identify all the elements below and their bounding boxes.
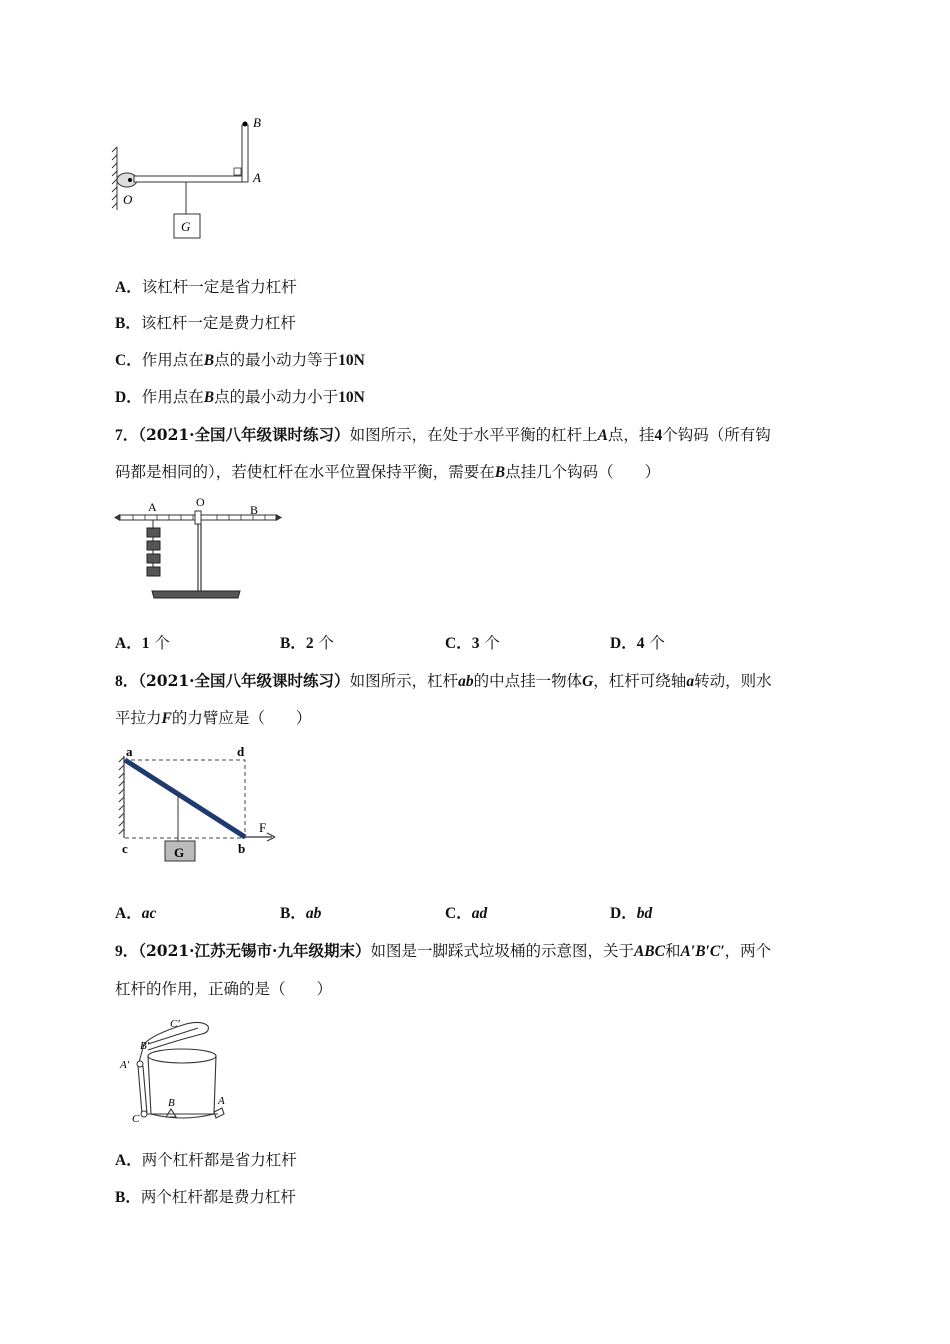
option-b[interactable]: B．该杠杆一定是费力杠杆 — [115, 314, 296, 332]
label-d: d — [237, 744, 245, 759]
option-d[interactable]: D．作用点在B点的最小动力小于10N — [115, 388, 365, 406]
question-9-option-a[interactable]: A．两个杠杆都是省力杠杆 — [115, 1151, 297, 1169]
option-d[interactable]: D．bd — [610, 905, 653, 922]
label-c: c — [122, 841, 128, 856]
label-b: B — [168, 1097, 175, 1109]
hook-weight-1 — [147, 528, 160, 537]
label-b1: B′ — [140, 1040, 150, 1052]
hook-weight-2 — [147, 541, 160, 550]
label-c1: C′ — [170, 1018, 180, 1030]
push-rod-2 — [143, 1066, 147, 1114]
hook-weight-4 — [147, 567, 160, 576]
question-7-line-2: 码都是相同的），若使杠杆在水平位置保持平衡，需要在B点挂几个钩码（ ） — [115, 463, 661, 481]
can-left-side — [148, 1056, 151, 1114]
point-b-dot — [243, 122, 248, 127]
lever-bar — [125, 760, 245, 837]
wall-hatching — [119, 757, 124, 834]
fulcrum — [166, 1109, 176, 1117]
label-f: F — [259, 820, 267, 835]
option-b[interactable]: B．ab — [280, 905, 322, 922]
trash-can-figure — [118, 1014, 238, 1129]
label-a: a — [126, 744, 133, 759]
label-b: B — [250, 503, 259, 517]
option-c[interactable]: C．作用点在B点的最小动力等于10N — [115, 351, 365, 369]
label-g: G — [174, 845, 185, 860]
beam-left-end — [114, 514, 120, 521]
pivot-point — [128, 178, 132, 182]
stand-base — [152, 591, 240, 598]
option-c[interactable]: C．3 个 — [445, 634, 500, 652]
label-a: A — [148, 500, 157, 514]
label-o: O — [123, 192, 133, 207]
option-b[interactable]: B．2 个 — [280, 634, 335, 652]
label-b: b — [238, 841, 246, 856]
joint-c — [141, 1111, 147, 1117]
horizontal-arm — [134, 176, 248, 182]
label-g: G — [181, 219, 191, 234]
question-9-line-1: 9．（2021·江苏无锡市·九年级期末）如图是一脚踩式垃圾桶的示意图，关于ABC和A′B′C′，两个 — [115, 941, 772, 960]
can-bottom — [151, 1114, 214, 1118]
inclined-lever-figure — [112, 740, 282, 865]
label-b: B — [253, 115, 261, 130]
pivot-clamp — [195, 511, 201, 524]
question-9-option-b[interactable]: B．两个杠杆都是费力杠杆 — [115, 1188, 296, 1206]
pedal — [214, 1108, 224, 1118]
option-a[interactable]: A．ac — [115, 905, 157, 922]
question-7-line-1: 7．（2021·全国八年级课时练习）如图所示，在处于水平平衡的杠杆上A点，挂4个钩码（所有钩 — [115, 425, 771, 444]
right-angle-mark — [234, 168, 241, 175]
label-a1: A′ — [120, 1059, 130, 1071]
joint-a1 — [137, 1061, 143, 1067]
wall-hatching — [112, 147, 117, 210]
vertical-arm — [242, 125, 248, 182]
label-o: O — [196, 495, 205, 509]
lever-l-shape-figure — [110, 112, 280, 247]
question-8-line-2: 平拉力F的力臂应是（ ） — [115, 709, 312, 727]
option-a[interactable]: A．该杠杆一定是省力杠杆 — [115, 278, 297, 296]
beam-right-end — [276, 514, 282, 521]
label-a: A — [218, 1095, 225, 1107]
question-9-line-2: 杠杆的作用，正确的是（ ） — [115, 980, 333, 998]
option-d[interactable]: D．4 个 — [610, 634, 665, 652]
hook-weight-3 — [147, 554, 160, 563]
option-c[interactable]: C．ad — [445, 905, 488, 922]
option-a[interactable]: A．1 个 — [115, 634, 170, 652]
can-right-side — [214, 1056, 216, 1114]
push-rod — [138, 1066, 142, 1114]
lever-balance-figure — [112, 494, 284, 604]
label-a: A — [253, 170, 261, 185]
question-8-line-1: 8．（2021·全国八年级课时练习）如图所示，杠杆ab的中点挂一物体G，杠杆可绕轴a转动，则水 — [115, 671, 772, 690]
label-c: C — [132, 1113, 140, 1125]
can-rim — [148, 1049, 216, 1063]
